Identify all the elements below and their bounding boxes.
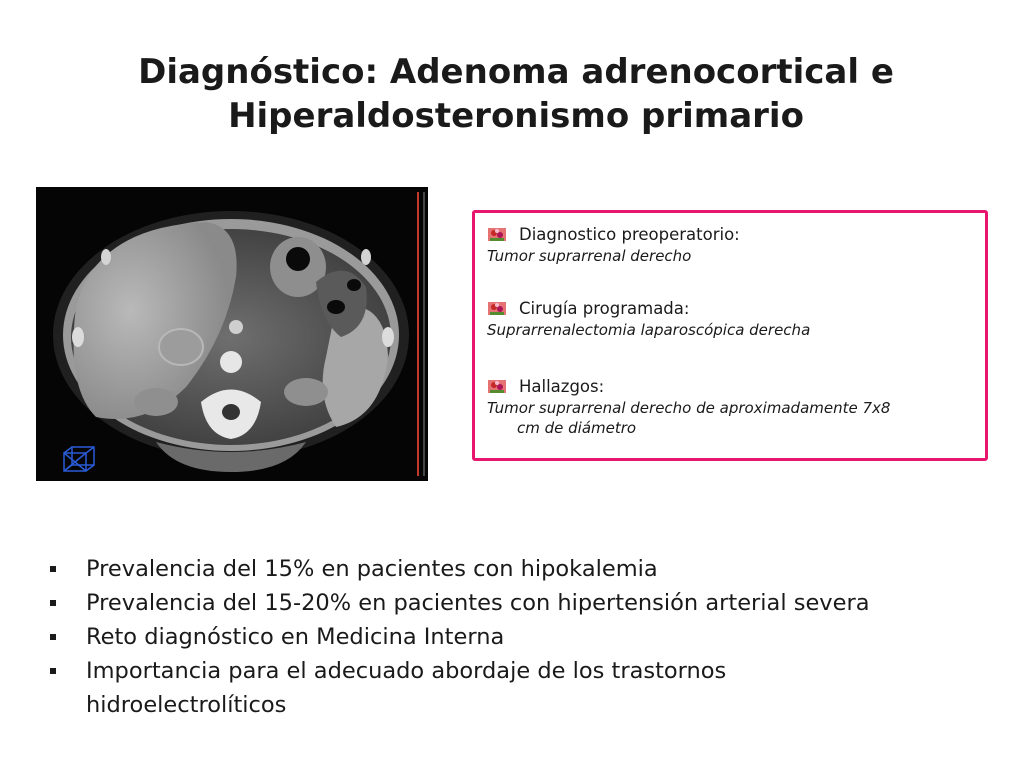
list-item-continued: hidroelectrolíticos <box>86 692 287 718</box>
flower-bullet-icon <box>487 378 507 395</box>
item-detail: Tumor suprarrenal derecho de aproximadamente 7x8 <box>487 399 891 417</box>
square-bullet-icon <box>50 634 56 640</box>
title-line-2: Hiperaldosteronismo primario <box>228 96 804 136</box>
slide-title <box>60 50 972 138</box>
square-bullet-icon <box>50 668 56 674</box>
item-preoperative-diagnosis <box>487 225 740 265</box>
list-item: Prevalencia del 15% en pacientes con hipokalemia <box>48 552 988 586</box>
item-label: Diagnostico preoperatorio: <box>519 225 740 244</box>
square-bullet-icon <box>50 600 56 606</box>
title-line-1: Diagnóstico: Adenoma adrenocortical e <box>138 52 894 92</box>
item-scheduled-surgery <box>487 299 810 339</box>
flower-bullet-icon <box>487 226 507 243</box>
item-findings <box>487 377 890 437</box>
list-item: Reto diagnóstico en Medicina Interna <box>48 620 988 654</box>
bullet-list <box>48 552 988 722</box>
item-detail-continued: cm de diámetro <box>517 419 637 437</box>
findings-box <box>472 210 988 461</box>
square-bullet-icon <box>50 566 56 572</box>
item-detail: Suprarrenalectomia laparoscópica derecha <box>487 321 811 339</box>
flower-bullet-icon <box>487 300 507 317</box>
list-item: Importancia para el adecuado abordaje de los trastornos <box>48 654 988 688</box>
ct-scan-image <box>36 187 428 481</box>
item-detail: Tumor suprarrenal derecho <box>487 247 692 265</box>
item-label: Cirugía programada: <box>519 299 690 318</box>
item-label: Hallazgos: <box>519 377 605 396</box>
list-item: Prevalencia del 15-20% en pacientes con hipertensión arterial severa <box>48 586 988 620</box>
